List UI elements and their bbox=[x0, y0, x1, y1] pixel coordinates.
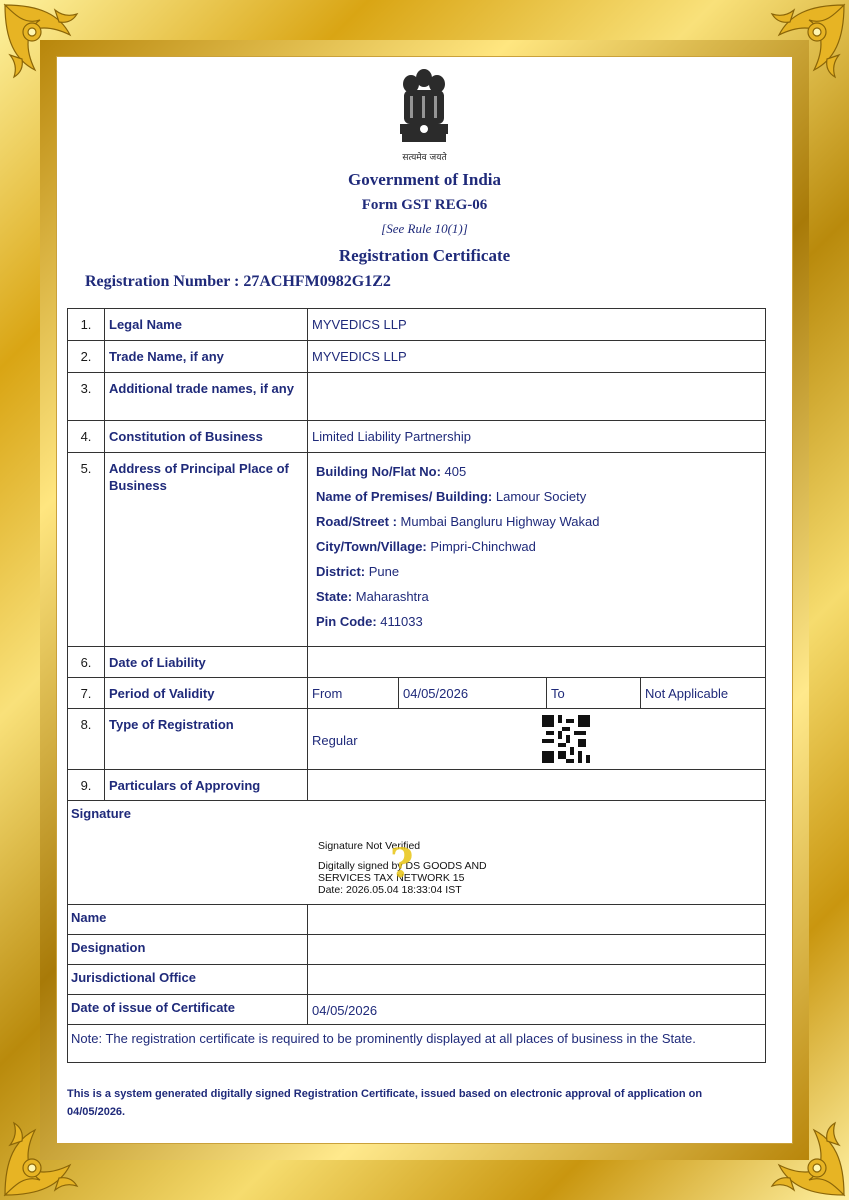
table-row bbox=[68, 995, 766, 1025]
issue-date-value: 04/05/2026 bbox=[308, 995, 766, 1025]
signature-signer-2: SERVICES TAX NETWORK 15 bbox=[318, 872, 465, 884]
legal-name-value: MYVEDICS LLP bbox=[308, 309, 766, 341]
ornament-corner-icon bbox=[754, 1105, 849, 1200]
display-note: Note: The registration certificate is required to be prominently displayed at all places of business in the State. bbox=[68, 1025, 766, 1063]
row-label: Type of Registration bbox=[105, 709, 308, 770]
table-row bbox=[68, 647, 766, 678]
name-value bbox=[308, 905, 766, 935]
row-label: Trade Name, if any bbox=[105, 341, 308, 373]
row-label: Address of Principal Place of Business bbox=[105, 453, 308, 647]
jurisdiction-value bbox=[308, 965, 766, 995]
registration-table bbox=[67, 308, 766, 1063]
certificate-title: Registration Certificate bbox=[338, 246, 511, 265]
row-number: 6. bbox=[68, 647, 105, 678]
signature-label: Signature bbox=[68, 801, 766, 905]
row-number: 1. bbox=[68, 309, 105, 341]
approving-value bbox=[308, 770, 766, 801]
row-label: Period of Validity bbox=[105, 678, 308, 709]
table-row bbox=[68, 341, 766, 373]
validity-to-label: To bbox=[547, 678, 641, 709]
footer-text: This is a system generated digitally signed Registration Certificate, issued based on electronic approval of application on 04/05/2026. bbox=[67, 1088, 703, 1118]
row-label: Particulars of Approving bbox=[105, 770, 308, 801]
row-number: 9. bbox=[68, 770, 105, 801]
ornament-corner-icon bbox=[754, 0, 849, 95]
table-row bbox=[68, 453, 766, 647]
table-row bbox=[68, 373, 766, 421]
address-block bbox=[308, 453, 766, 647]
row-label: Constitution of Business bbox=[105, 421, 308, 453]
liability-value bbox=[308, 647, 766, 678]
row-label: Date of Liability bbox=[105, 647, 308, 678]
signature-signer-1: Digitally signed by DS GOODS AND bbox=[318, 860, 487, 872]
table-row bbox=[68, 905, 766, 935]
row-label: Additional trade names, if any bbox=[105, 373, 308, 421]
row-number: 2. bbox=[68, 341, 105, 373]
row-number: 5. bbox=[68, 453, 105, 647]
unverified-question-icon: ? bbox=[390, 840, 414, 887]
additional-names-value bbox=[308, 373, 766, 421]
registration-number: Registration Number : 27ACHFM0982G1Z2 bbox=[85, 273, 391, 290]
name-label: Name bbox=[68, 905, 308, 935]
validity-to-value: Not Applicable bbox=[641, 678, 766, 709]
row-number: 8. bbox=[68, 709, 105, 770]
table-row bbox=[68, 421, 766, 453]
constitution-value: Limited Liability Partnership bbox=[308, 421, 766, 453]
rule-reference: [See Rule 10(1)] bbox=[381, 221, 468, 236]
table-row bbox=[68, 935, 766, 965]
table-row bbox=[68, 1025, 766, 1063]
registration-type-value: Regular bbox=[308, 709, 766, 770]
trade-name-value: MYVEDICS LLP bbox=[308, 341, 766, 373]
table-row bbox=[68, 309, 766, 341]
address-road: Road/Street : Mumbai Bangluru Highway Wakad bbox=[316, 514, 600, 529]
address-city: City/Town/Village: Pimpri-Chinchwad bbox=[316, 539, 536, 554]
form-title: Form GST REG-06 bbox=[361, 197, 488, 213]
government-title: Government of India bbox=[348, 170, 501, 189]
signature-date: Date: 2026.05.04 18:33:04 IST bbox=[318, 884, 462, 896]
row-number: 4. bbox=[68, 421, 105, 453]
national-emblem-icon bbox=[392, 66, 456, 150]
motto-text: सत्यमेव जयते bbox=[402, 153, 447, 163]
validity-from-label: From bbox=[308, 678, 399, 709]
issue-date-label: Date of issue of Certificate bbox=[68, 995, 308, 1025]
designation-label: Designation bbox=[68, 935, 308, 965]
address-premises: Name of Premises/ Building: Lamour Society bbox=[316, 489, 587, 504]
table-row bbox=[68, 709, 766, 770]
table-row bbox=[68, 678, 766, 709]
row-number: 3. bbox=[68, 373, 105, 421]
address-district: District: Pune bbox=[316, 564, 400, 579]
table-row bbox=[68, 965, 766, 995]
qr-code-icon bbox=[542, 715, 590, 763]
validity-from-value: 04/05/2026 bbox=[399, 678, 547, 709]
table-row bbox=[68, 770, 766, 801]
row-number: 7. bbox=[68, 678, 105, 709]
signature-status: Signature Not Verified bbox=[318, 840, 421, 852]
address-state: State: Maharashtra bbox=[316, 589, 429, 604]
address-building: Building No/Flat No: 405 bbox=[316, 464, 467, 479]
address-pin: Pin Code: 411033 bbox=[316, 614, 423, 629]
row-label: Legal Name bbox=[105, 309, 308, 341]
jurisdiction-label: Jurisdictional Office bbox=[68, 965, 308, 995]
designation-value bbox=[308, 935, 766, 965]
ornament-corner-icon bbox=[0, 0, 95, 95]
